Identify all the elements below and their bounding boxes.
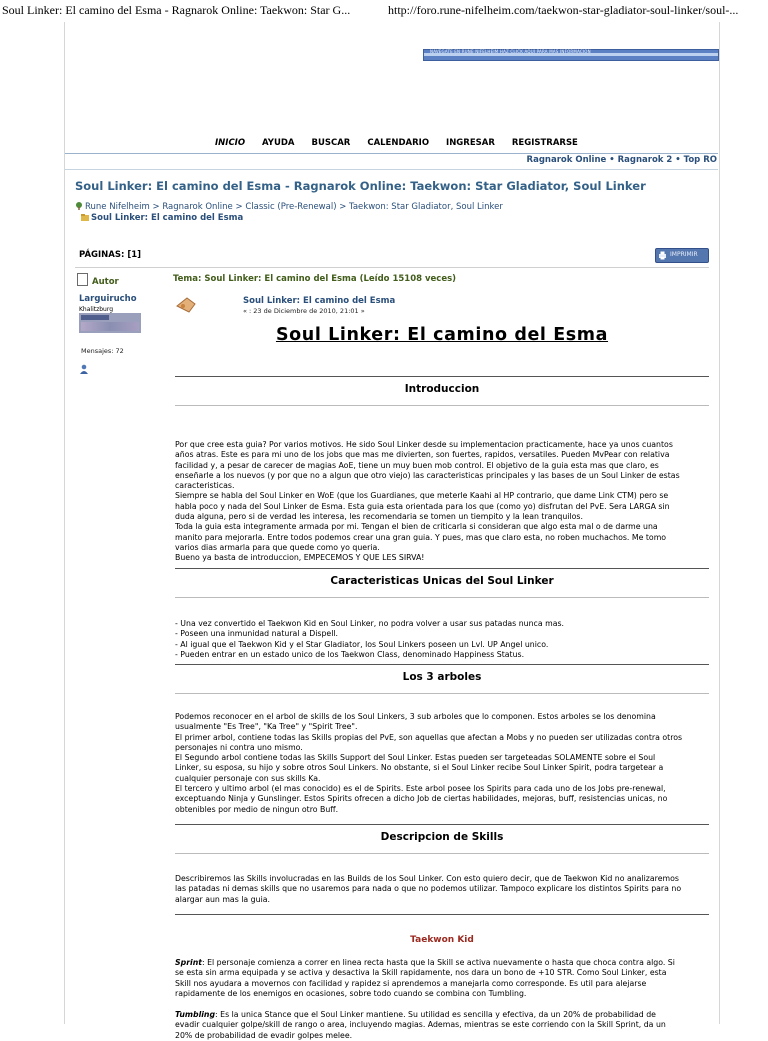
- rank-image-stripe: [81, 322, 139, 331]
- list-item: - Pueden entrar en un estado unico de los Taekwon Class, denominado Happiness Status.: [175, 649, 525, 659]
- sitelinks-divider: [65, 169, 718, 170]
- print-header-title: Soul Linker: El camino del Esma - Ragnarok Online: Taekwon: Star G...: [2, 3, 351, 17]
- descripcion-paragraph: [175, 874, 709, 905]
- breadcrumb: [75, 202, 503, 224]
- forum-page: [64, 22, 720, 1040]
- section-rule-bottom: [175, 597, 709, 598]
- menu-inicio[interactable]: INICIO: [215, 138, 246, 148]
- tumbling-paragraph: [175, 1010, 709, 1041]
- sprint-line: Skill nos ayudara a movernos con facilidad y rapidez si aprendemos a manejarla como corresponde. Es util para alejarse: [175, 978, 647, 988]
- taekwon-kid-heading: Taekwon Kid: [410, 935, 474, 945]
- intro-line: manito para mejorarla. Entre todos podemos crear una gran guia. Y pues, mas que claro esta, no roben muchachos. Me tomo: [175, 532, 667, 542]
- arboles-line: Linker, su esposa, su hijo y sobre otros Soul Linkers. No obstante, si el Soul Linker recibe Soul Linker Spirit, podra targetear a: [175, 763, 664, 773]
- intro-paragraph: [175, 440, 709, 564]
- forum-title[interactable]: Soul Linker: El camino del Esma - Ragnarok Online: Taekwon: Star Gladiator, Soul Linker: [75, 179, 646, 193]
- arboles-line: exceptuando Ninja y Gunslinger. Estos Spirits ofrecen a dicho Job de ciertas habilidades, mejoras, buff, resistencias unicas, no: [175, 794, 668, 804]
- article-title: Soul Linker: El camino del Esma: [275, 325, 609, 345]
- intro-line: Por que cree esta guia? Por varios motivos. He sido Soul Linker desde su implementacion practicamente, hace ya unos cuantos: [175, 440, 673, 449]
- menu-registrarse[interactable]: REGISTRARSE: [511, 138, 578, 148]
- section-heading: Los 3 arboles: [402, 671, 482, 683]
- tumbling-line: [175, 1010, 709, 1020]
- menu-ingresar[interactable]: INGRESAR: [446, 138, 495, 148]
- section-rule: [175, 914, 709, 915]
- arboles-line: obtenibles por medio de ningun otro Buff.: [175, 804, 339, 814]
- tumbling-line: 20% de probabilidad de evadir golpes melee.: [175, 1030, 353, 1040]
- topic-header: Tema: Soul Linker: El camino del Esma (Leído 15108 veces): [173, 274, 457, 284]
- section-heading: Introduccion: [404, 383, 480, 395]
- section-rule-bottom: [175, 405, 709, 406]
- menu-ayuda[interactable]: AYUDA: [262, 138, 295, 148]
- arboles-paragraph: [175, 712, 709, 815]
- menu-divider: [65, 153, 718, 154]
- top-banner[interactable]: [423, 49, 719, 61]
- section-heading: Descripcion de Skills: [380, 831, 504, 843]
- post-icon: [175, 296, 197, 314]
- intro-line: facilidad y, a pesar de carecer de magias AoE, tiene un muy buen mob control. El objetivo de la guia esta mas que claro, es: [175, 460, 659, 470]
- menu-calendario[interactable]: CALENDARIO: [367, 138, 430, 148]
- post-date: « : 23 de Diciembre de 2010, 21:01 »: [243, 307, 365, 315]
- breadcrumb-current[interactable]: Soul Linker: El camino del Esma: [91, 213, 244, 223]
- intro-line: caracteristicas.: [175, 481, 235, 491]
- sprint-paragraph: [175, 958, 709, 999]
- post-subject[interactable]: Soul Linker: El camino del Esma: [243, 296, 396, 306]
- sprint-line: se esta sin arma equipada y se activa y desactiva la Skill rapidamente, nos dara un bono de +10 STR. Como Soul Linker, esta: [175, 968, 667, 978]
- folder-icon: [81, 213, 89, 221]
- main-menu: [215, 138, 592, 148]
- intro-line: Siempre se habla del Soul Linker en WoE (que los Guardianes, que meterle Kaahi al HP contrario, que dame Link CTM) pero se: [175, 491, 669, 501]
- section-rule-top: [175, 376, 709, 377]
- descripcion-rule: [175, 914, 709, 915]
- caracteristicas-list: [175, 619, 709, 660]
- arboles-line: El tercero y ultimo arbol (el mas conocido) es el de Spirits. Este arbol posee los Spirits para cada uno de los Jobs pre-renewal,: [175, 784, 666, 794]
- descripcion-line: las patadas ni demas skills que no usaremos para nada o que no podemos utilizar. Tampoco explicare los distintos Spirits para no: [175, 884, 682, 894]
- section-rule-top: [175, 824, 709, 825]
- menu-buscar[interactable]: BUSCAR: [311, 138, 351, 148]
- print-button-label: IMPRIMIR: [670, 251, 698, 258]
- section-rule-bottom: [175, 693, 709, 694]
- list-item: - Al igual que el Taekwon Kid y el Star Gladiator, los Soul Linkers poseen un Lvl. UP Angel unico.: [175, 639, 549, 649]
- tumbling-text: : Es la unica Stance que el Soul Linker mantiene. Su utilidad es sencilla y efectiva, da un 20% de probabilidad de: [215, 1010, 656, 1019]
- intro-line: enseñarle a los nuevos (y por que no a algun que otro viejo) las caracteristicas principales y las bases de un Soul Linker de estas: [175, 470, 680, 480]
- pages-divider: [75, 267, 709, 268]
- breadcrumb-trail[interactable]: Rune Nifelheim > Ragnarok Online > Classic (Pre-Renewal) > Taekwon: Star Gladiator, Soul Linker: [85, 202, 503, 212]
- section-caracteristicas: [175, 568, 709, 598]
- sprint-line: rapidamente de los enemigos en ocasiones, sobre todo cuando se combina con Tumbling.: [175, 988, 527, 998]
- intro-line: duda alguna, pero si de verdad les interesa, les recomendaria se tomen un tiempito y la lean tranquilos.: [175, 512, 583, 522]
- section-rule-top: [175, 568, 709, 569]
- sprint-text: : El personaje comienza a correr en linea recta hasta que la Skill se activa nuevamente o hasta que choca contra algo. Si: [202, 958, 675, 967]
- list-item: - Una vez convertido el Taekwon Kid en Soul Linker, no podra volver a usar sus patadas nunca mas.: [175, 619, 565, 628]
- sprint-line: [175, 958, 709, 968]
- arboles-line: cualquier personaje con sus skills Ka.: [175, 773, 321, 783]
- author-header: [77, 273, 119, 287]
- poster-name[interactable]: Larguirucho: [79, 294, 137, 304]
- section-heading: Caracteristicas Unicas del Soul Linker: [330, 575, 554, 587]
- arboles-line: usualmente "Es Tree", "Ka Tree" y "Spirit Tree".: [175, 722, 358, 732]
- author-header-label: Autor: [92, 277, 119, 287]
- print-header-url: http://foro.rune-nifelheim.com/taekwon-star-gladiator-soul-linker/soul-...: [388, 3, 739, 17]
- section-introduccion: [175, 376, 709, 406]
- section-descripcion: [175, 824, 709, 854]
- poster-post-count: Mensajes: 72: [81, 347, 124, 355]
- arboles-line: El primer arbol, contiene todas las Skills propias del PvE, son aquellas que afectan a Mobs y no pueden ser utilizadas contra otros: [175, 732, 683, 742]
- arboles-line: Podemos reconocer en el arbol de skills de los Soul Linkers, 3 sub arboles que lo componen. Estos arboles se los denomina: [175, 712, 656, 721]
- document-icon: [77, 273, 88, 286]
- list-item: - Poseen una inmunidad natural a Dispell.: [175, 629, 338, 639]
- printer-icon: [658, 251, 667, 260]
- intro-line: años atras. Este es para mi uno de los jobs que mas me divierten, son fuertes, rapidos, versatiles. Pueden MvPear con relativa: [175, 450, 670, 460]
- sprint-name: Sprint: [175, 958, 202, 967]
- tree-icon: [75, 202, 83, 210]
- intro-line: habla poco y nada del Soul Linker de Esma. Esta guia esta orientada para los que (como yo) disfrutan del PvE. Sera LARGA sin: [175, 501, 670, 511]
- site-links[interactable]: Ragnarok Online • Ragnarok 2 • Top RO: [526, 155, 717, 165]
- pages-label: PÁGINAS: [1]: [79, 250, 142, 260]
- tumbling-line: evadir cualquier golpe/skill de rango o area, incluyendo magias. Ademas, mientras se este corriendo con la Skill Sprint, da un: [175, 1020, 666, 1030]
- intro-line: Bueno ya basta de introduccion, EMPECEMOS Y QUE LES SIRVA!: [175, 553, 425, 563]
- section-rule-bottom: [175, 853, 709, 854]
- print-header: [0, 0, 768, 22]
- print-button[interactable]: [655, 248, 709, 263]
- section-arboles: [175, 664, 709, 694]
- poster-group: Khalitzburg: [79, 306, 114, 313]
- descripcion-line: Describiremos las Skills involucradas en las Builds de los Soul Linker. Con esto quiero decir, que de Taekwon Kid no analizaremos: [175, 874, 679, 883]
- profile-icon[interactable]: [79, 364, 89, 374]
- descripcion-line: alargar aun mas la guia.: [175, 894, 270, 904]
- section-rule-top: [175, 664, 709, 665]
- intro-line: Toda la guia esta integramente armada por mi. Tengan el bien de criticarla si consideran que algo esta mal o de darme una: [175, 522, 658, 532]
- arboles-line: El Segundo arbol contiene todas las Skills Support del Soul Linker. Estas pueden ser targeteadas SOLAMENTE sobre el Soul: [175, 753, 656, 763]
- poster-rank-image: [79, 313, 141, 333]
- rank-image-tag: [81, 315, 109, 320]
- intro-line: varios dias armarla para que quede como yo queria.: [175, 542, 380, 552]
- banner-text: NAVEGATE EN RUNE NIFELHEIM HAZ CLICK AQUI PARA MAS INFORMACION: [430, 49, 591, 54]
- arboles-line: personajes ni contra uno mismo.: [175, 742, 303, 752]
- tumbling-name: Tumbling: [175, 1010, 216, 1019]
